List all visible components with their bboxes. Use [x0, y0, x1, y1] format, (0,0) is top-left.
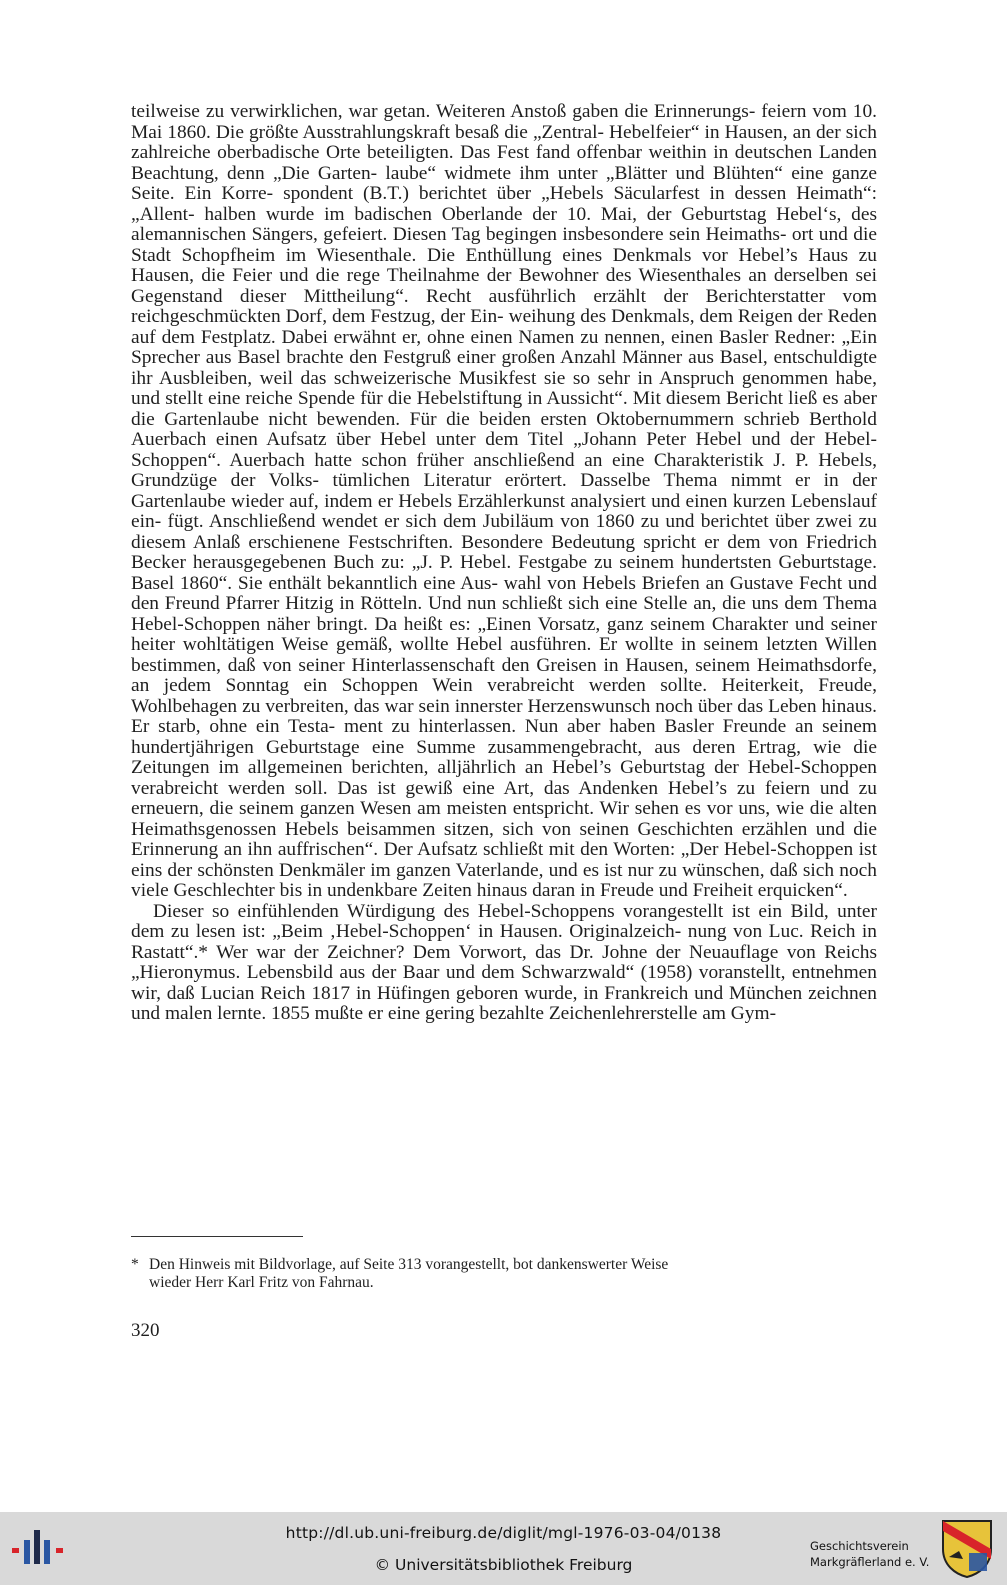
text-line: alemannischen Sängers, gefeiert. Diesen Tag begingen insbesondere sein Heimaths- [131, 224, 787, 245]
text-line: ganzen Vaterlande, und es ist nur zu wünschen, daß sich noch viele Geschlechter [131, 859, 877, 901]
source-url-link[interactable]: http://dl.ub.uni-freiburg.de/diglit/mgl-1976-03-04/0138 [285, 1524, 722, 1542]
text-line: seinem hundertsten Geburtstage. Basel 1860“. Sie enthält bekanntlich eine Aus- [131, 552, 877, 594]
text-line: zwei zu diesem Anlaß erschienene Festschriften. Besondere Bedeutung spricht er [131, 511, 877, 553]
text-line: er, ohne einen Namen zu nennen, einen Basler Redner: „Ein Sprecher aus Basel [131, 326, 878, 368]
text-line: heiter wohltätigen Weise gemäß, wollte Hebel ausführen. Er wollte in seinem [131, 634, 759, 655]
page-number: 320 [131, 1320, 160, 1341]
text-line: teilweise zu verwirklichen, war getan. Weiteren Anstoß gaben die Erinnerungs- [131, 101, 756, 122]
text-line: Dr. Johne der Neuauflage von Reichs „Hieronymus. Lebensbild aus der Baar [131, 941, 878, 983]
society-line-2: Markgräflerland e. V. [810, 1555, 930, 1569]
footnote [131, 1256, 877, 1292]
paragraph [131, 102, 877, 902]
text-line: malen lernte. 1855 mußte er eine gering bezahlte Zeichenlehrerstelle am Gym- [164, 1003, 777, 1024]
footnote-line-2: wieder Herr Karl Fritz von Fahrnau. [149, 1274, 374, 1291]
text-line: im allgemeinen berichten, alljährlich an Hebel’s Geburtstag der Hebel-Schoppen [218, 757, 877, 778]
copyright-notice: © Universitätsbibliothek Freiburg [374, 1556, 633, 1574]
text-line: laube“ widmete ihm unter „Blätter und Blühten“ eine ganze Seite. Ein Korre- [131, 162, 877, 204]
text-line: Rötteln. Und nun schließt sich eine Stelle an, die uns dem Thema Hebel-Schoppen [131, 593, 877, 635]
text-line: habe, und stellt eine reiche Spende für die Hebelstiftung in Aussicht“. Mit diesem [131, 367, 877, 409]
footnote-marker: * [131, 1256, 139, 1273]
text-line: Ausbleiben, weil das schweizerische Musikfest sie so sehr in Anspruch genommen [158, 367, 829, 389]
text-line: ment zu hinterlassen. Nun aber haben Basler Freunde an seinem hundertjährigen [131, 716, 877, 758]
text-line: auf, indem er Hebels Erzählerkunst analysiert und einen kurzen Lebenslauf ein- [131, 490, 877, 532]
text-line: 1817 in Hüfingen geboren wurde, in Frankreich und München zeichnen und [131, 982, 877, 1024]
text-line: Wiesenthales an derselben sei Gegenstand dieser Mittheilung“. Recht ausführlich [131, 265, 878, 307]
text-line: letzten Willen bestimmen, daß von seiner Hinterlassenschaft den Greisen in [131, 634, 877, 676]
text-line: früher anschließend an eine Charakteristik J. P. Hebels, Grundzüge der Volks- [131, 449, 877, 491]
text-line: und dem Schwarzwald“ (1958) voranstellt, entnehmen wir, daß Lucian Reich [131, 962, 877, 1004]
society-line-1: Geschichtsverein [810, 1539, 909, 1553]
text-line: weihung des Denkmals, dem Reigen der Reden auf dem Festplatz. Dabei erwähnt [131, 306, 877, 348]
text-line: und zu erneuern, die seinem ganzen Wesen am meisten entspricht. Wir sehen es [131, 777, 877, 819]
text-line: ort und die Stadt Schopfheim im Wiesenthale. Die Enthüllung eines Denkmals vor [131, 224, 877, 266]
text-line: wahl von Hebels Briefen an Gustave Fecht und den Freund Pfarrer Hitzig in [131, 572, 877, 614]
text-line: tümlichen Literatur erörtert. Dasselbe Thema nimmt er in der Gartenlaube wieder [131, 470, 877, 512]
text-line: Hausen, seinem Heimathsdorfe, an jedem Sonntag ein Schoppen Wein verabreicht [131, 654, 878, 696]
text-line: vor uns, wie die alten Heimathsgenossen Hebels beisammen sitzen, sich von seinen [131, 798, 877, 840]
text-line: Titel „Johann Peter Hebel und der Hebel-Schoppen“. Auerbach hatte schon [131, 429, 877, 471]
text-line: fügt. Anschließend wendet er sich dem Jubiläum von 1860 zu und berichtet über [167, 511, 810, 532]
text-line: Bild, unter dem zu lesen ist: „Beim ‚Hebel-Schoppen‘ in Hausen. Originalzeich- [131, 900, 877, 942]
text-line: Dieser so einfühlenden Würdigung des Hebel-Schoppens vorangestellt ist ein [153, 900, 783, 922]
text-line: Hebel’s Haus zu Hausen, die Feier und die rege Theilnahme der Bewohner des [131, 244, 877, 286]
text-line: bis in undenkbare Zeiten hinaus daran in Freude und Freiheit erquicken“. [279, 880, 848, 901]
text-line: Geschichten erzählen und die Erinnerung an ihn auffrischen“. Der Aufsatz schließt [131, 818, 877, 860]
text-line: Geburtstage eine Summe zusammengebracht, aus deren Ertrag, wie die Zeitungen [131, 736, 877, 778]
text-line: halben wurde im badischen Oberlande der 10. Mai, der Geburtstag Hebel‘s, des [204, 203, 877, 225]
text-line: Oktobernummern schrieb Berthold Auerbach einen Aufsatz über Hebel unter dem [131, 408, 877, 450]
paragraph [131, 902, 877, 1025]
text-line: Hebelfeier“ in Hausen, an der sich zahlreiche oberbadische Orte beteiligten. Das [131, 121, 877, 163]
text-line: mit den Worten: „Der Hebel-Schoppen ist eins der schönsten Denkmäler im [131, 839, 877, 881]
society-name [810, 1538, 929, 1570]
text-line: nung von Luc. Reich in Rastatt“.* Wer war der Zeichner? Dem Vorwort, das [131, 921, 877, 963]
body-text [131, 102, 877, 1025]
text-line: feiern vom 10. Mai 1860. Die größte Ausstrahlungskraft besaß die „Zentral- [131, 101, 877, 143]
text-line: dem von Friedrich Becker herausgegebenen Buch zu: „J. P. Hebel. Festgabe zu [131, 531, 877, 573]
text-line: spondent (B.T.) berichtet über „Hebels Säcularfest in dessen Heimath“: „Allent- [131, 183, 877, 225]
text-line: Bericht ließ es aber die Gartenlaube nicht bewenden. Für die beiden ersten [131, 388, 877, 430]
text-line: Fest fand offenbar weithin in deutschen Landen Beachtung, denn „Die Garten- [131, 142, 877, 184]
text-line: erzählt der Berichterstatter vom reichgeschmückten Dorf, dem Festzug, der Ein- [131, 285, 877, 327]
text-line: brachte den Festgruß einer großen Anzahl Männer aus Basel, entschuldigte ihr [131, 347, 877, 389]
text-line: werden sollte. Heiterkeit, Freude, Wohlbehagen zu verbreiten, das war sein [131, 675, 877, 717]
footnote-separator [131, 1236, 303, 1237]
text-line: innerster Herzenswunsch noch über das Leben hinaus. Er starb, ohne ein Testa- [131, 695, 877, 737]
footer-bar [0, 1512, 1007, 1585]
coat-of-arms-icon [941, 1519, 993, 1579]
text-line: näher bringt. Da heißt es: „Einen Vorsatz, ganz seinem Charakter und seiner [266, 613, 877, 635]
footnote-line-1: Den Hinweis mit Bildvorlage, auf Seite 313 vorangestellt, bot dankenswerter Weise [149, 1256, 669, 1273]
text-line: verabreicht werden soll. Das ist gewiß eine Art, das Andenken Hebel’s zu feiern [131, 777, 811, 799]
